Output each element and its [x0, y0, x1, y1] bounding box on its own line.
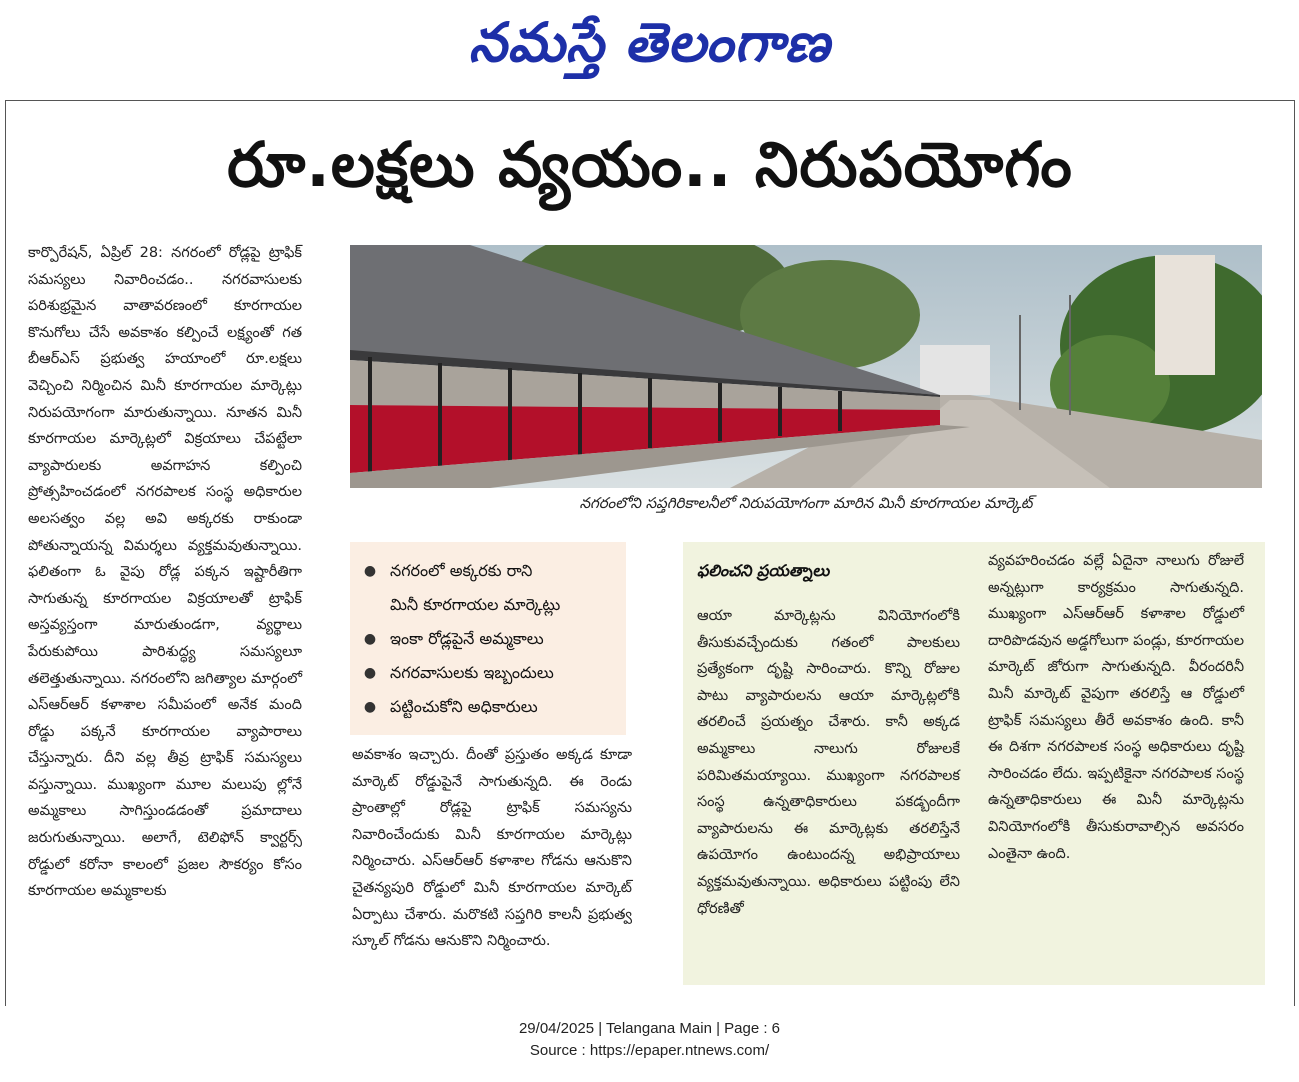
- market-photo: [350, 245, 1262, 488]
- sidebar-subheading: ఫలించని ప్రయత్నాలు: [697, 561, 830, 580]
- sidebar-column-2: వ్యవహరించడం వల్లే ఏదైనా నాలుగు రోజులే అన్నట్లుగా కార్యక్రమం సాగుతున్నది. ముఖ్యంగా ఎస్‌ఆర్‌ఆర్ కళాశాల రోడ్డులో దారిపొడవున అడ్డగోలుగా పండ్లు, కూరగాయల మార్కెట్ జోరుగా సాగుతున్నది. వీరందరినీ మినీ మార్కెట్ వైపుగా తరలిస్తే ఆ రోడ్డులో ట్రాఫిక్ సమస్యలు తీరే అవకాశం ఉంది. కానీ ఈ దిశగా నగరపాలక సంస్థ అధికారులు దృష్టి సారించడం లేదు. ఇప్పటికైనా నగరపాలక సంస్థ ఉన్నతాధికారులు ఈ మినీ మార్కెట్లను వినియోగంలోకి తీసుకురావాల్సిన అవసరం ఎంతైనా ఉంది.: [988, 553, 1244, 862]
- article-column-2: అవకాశం ఇచ్చారు. దీంతో ప్రస్తుతం అక్కడ కూడా మార్కెట్ రోడ్డుపైనే సాగుతున్నది. ఈ రెండు ప్రాంతాల్లో రోడ్లపై ట్రాఫిక్ సమస్యను నివారించేందుకు మినీ కూరగాయల మార్కెట్లు నిర్మించారు. ఎస్‌ఆర్‌ఆర్ కళాశాల గోడను ఆనుకొని చైతన్యపురి రోడ్డులో మినీ కూరగాయల మార్కెట్ ఏర్పాటు చేశారు. మరొకటి సప్తగిరి కాలనీ ప్రభుత్వ స్కూల్ గోడను ఆనుకొని నిర్మించారు.: [352, 747, 632, 950]
- footer-source-link[interactable]: Source : https://epaper.ntnews.com/: [529, 1042, 770, 1059]
- bullet-icon: ●: [363, 563, 377, 579]
- highlight-item: ● నగరంలో అక్కరకు రాని: [350, 554, 626, 588]
- highlights-box: [350, 542, 626, 735]
- footer-edition-info: 29/04/2025 | Telangana Main | Page : 6: [518, 1020, 781, 1037]
- bullet-icon: ●: [363, 665, 377, 681]
- highlight-item: ● నగరవాసులకు ఇబ్బందులు: [350, 656, 626, 690]
- sidebar-column-1: ఆయా మార్కెట్లను వినియోగంలోకి తీసుకువచ్చేందుకు గతంలో పాలకులు ప్రత్యేకంగా దృష్టి సారించారు. కొన్ని రోజుల పాటు వ్యాపారులను ఆయా మార్కెట్లలోకి తరలించే ప్రయత్నం చేశారు. కానీ అక్కడ అమ్మకాలు నాలుగు రోజులకే పరిమితమయ్యాయి. ముఖ్యంగా నగరపాలక సంస్థ ఉన్నతాధికారులు పకడ్బందీగా వ్యాపారులను ఈ మార్కెట్లకు తరలిస్తేనే ఉపయోగం ఉంటుందన్న అభిప్రాయాలు వ్యక్తమవుతున్నాయి. అధికారులు పట్టింపు లేని ధోరణితో: [697, 608, 960, 917]
- masthead-logo: నమస్తే తెలంగాణ: [468, 11, 831, 74]
- headline: రూ.లక్షలు వ్యయం.. నిరుపయోగం: [227, 128, 1073, 201]
- photo-caption: నగరంలోని సప్తగిరికాలనీలో నిరుపయోగంగా మారిన మినీ కూరగాయల మార్కెట్: [579, 494, 1033, 512]
- highlight-item: ● పట్టించుకోని అధికారులు: [350, 690, 626, 724]
- article-column-1: కార్పొరేషన్, ఏప్రిల్ 28: నగరంలో రోడ్లపై ట్రాఫిక్ సమస్యలు నివారించడం.. నగరవాసులకు పరిశుభ్రమైన వాతావరణంలో కూరగాయల కొనుగోలు చేసే అవకాశం కల్పించే లక్ష్యంతో గత బీఆర్‌ఎస్ ప్రభుత్వ హయాంలో రూ.లక్షలు వెచ్చించి నిర్మించిన మినీ కూరగాయల మార్కెట్లు నిరుపయోగంగా మారుతున్నాయి. నూతన మినీ కూరగాయల మార్కెట్లలో విక్రయాలు చేపట్టేలా వ్యాపారులకు అవగాహన కల్పించి ప్రోత్సహించడంలో నగరపాలక సంస్థ అధికారుల అలసత్వం వల్ల అవి అక్కరకు రాకుండా పోతున్నాయన్న విమర్శలు వ్యక్తమవుతున్నాయి. ఫలితంగా ఓ వైపు రోడ్ల పక్కన ఇష్టారీతిగా సాగుతున్న కూరగాయల విక్రయాలతో ట్రాఫిక్ అస్తవ్యస్తంగా మారుతుండగా, వ్యర్థాలు పేరుకుపోయి పారిశుద్ధ్య సమస్యలూ తలెత్తుతున్నాయి. నగరంలోని జగిత్యాల మార్గంలో ఎస్‌ఆర్‌ఆర్ కళాశాల సమీపంలో అనేక మంది రోడ్డు పక్కనే కూరగాయల వ్యాపారాలు చేస్తున్నారు. దీని వల్ల తీవ్ర ట్రాఫిక్ సమస్యలు వస్తున్నాయి. ముఖ్యంగా మూల మలుపు ల్లోనే అమ్మకాలు సాగిస్తుండడంతో ప్రమాదాలు జరుగుతున్నాయి. అలాగే, టెలిఫోన్ క్వార్టర్స్ రోడ్డులో కరోనా కాలంలో ప్రజల సౌకర్యం కోసం కూరగాయల అమ్మకాలకు: [28, 245, 302, 900]
- highlight-item: ● ఇంకా రోడ్లపైనే అమ్మకాలు: [350, 622, 626, 656]
- bullet-icon: ●: [363, 699, 377, 715]
- highlight-item: మినీ కూరగాయల మార్కెట్లు: [390, 595, 561, 614]
- bullet-icon: ●: [363, 631, 377, 647]
